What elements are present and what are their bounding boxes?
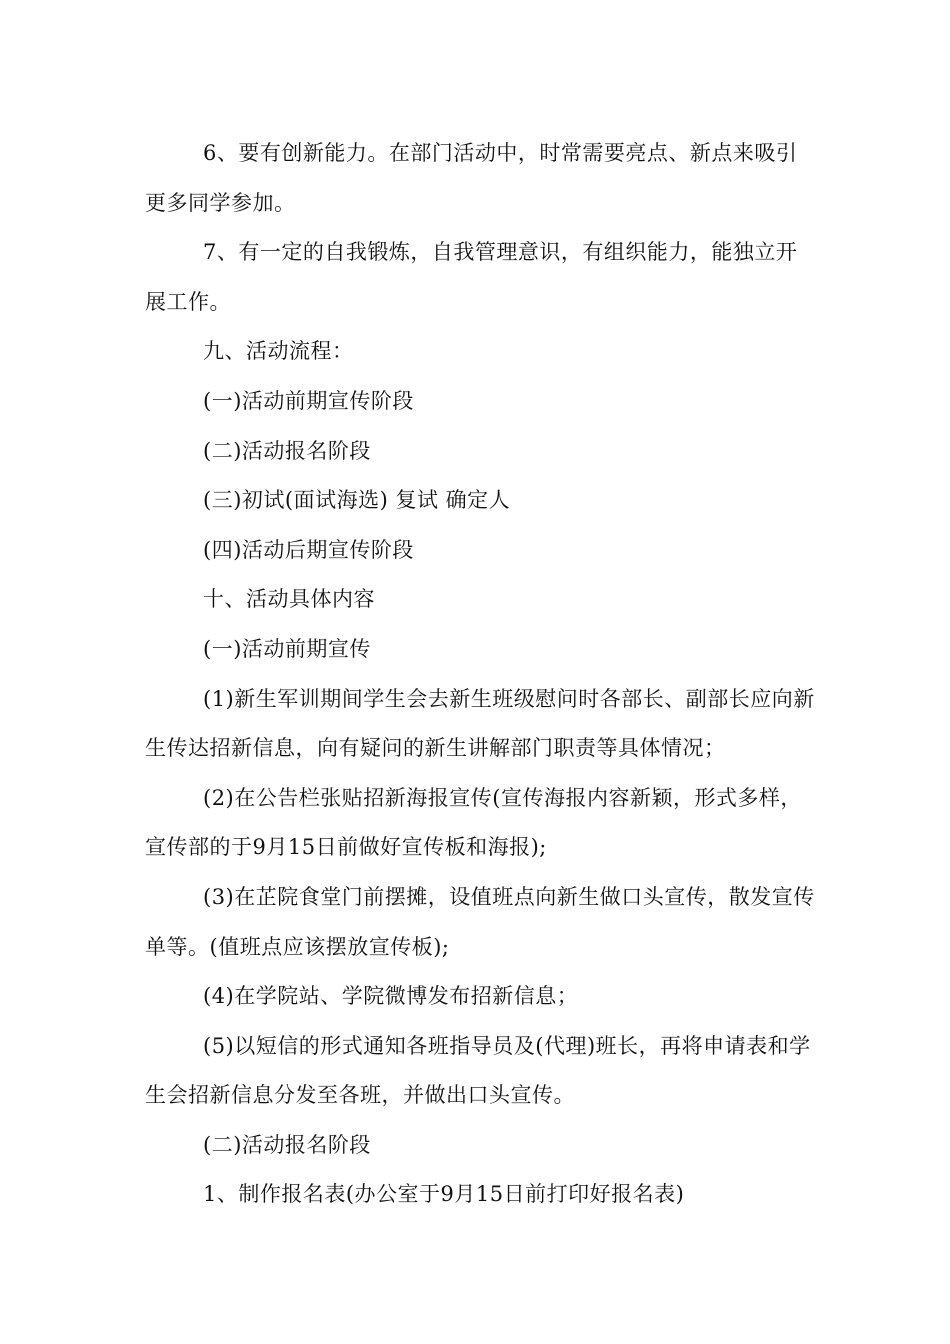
paragraph-item-7: 7、有一定的自我锻炼，自我管理意识，有组织能力，能独立开展工作。 (145, 240, 798, 314)
document-body (145, 129, 815, 1220)
promotion-item-1: (1)新生军训期间学生会去新生班级慰问时各部长、副部长应向新生传达招新信息，向有疑问的新生讲解部门职责等具体情况； (145, 686, 815, 761)
process-step-2: (二)活动报名阶段 (203, 438, 371, 463)
promotion-item-5: (5)以短信的形式通知各班指导员及(代理)班长，再将申请表和学生会招新信息分发至各班，并做出口头宣传。 (145, 1033, 811, 1108)
promotion-item-4: (4)在学院站、学院微博发布招新信息； (203, 984, 579, 1009)
promotion-item-2: (2)在公告栏张贴招新海报宣传(宣传海报内容新颖，形式多样，宣传部的于9月15日前做好宣传板和海报); (145, 785, 802, 860)
section-heading-process: 九、活动流程： (203, 339, 354, 364)
subsection-heading-promotion: (一)活动前期宣传 (203, 636, 371, 661)
process-step-3: (三)初试(面试海选) 复试 确定人 (203, 488, 511, 513)
section-heading-content: 十、活动具体内容 (203, 587, 375, 612)
subsection-heading-registration: (二)活动报名阶段 (203, 1132, 371, 1157)
process-step-4: (四)活动后期宣传阶段 (203, 537, 414, 562)
registration-item-1: 1、制作报名表(办公室于9月15日前打印好报名表) (203, 1182, 685, 1207)
process-step-1: (一)活动前期宣传阶段 (203, 388, 414, 413)
paragraph-item-6: 6、要有创新能力。在部门活动中，时常需要亮点、新点来吸引更多同学参加。 (145, 141, 798, 215)
promotion-item-3: (3)在芷院食堂门前摆摊，设值班点向新生做口头宣传，散发宣传单等。(值班点应该摆放宣传板); (145, 884, 815, 959)
